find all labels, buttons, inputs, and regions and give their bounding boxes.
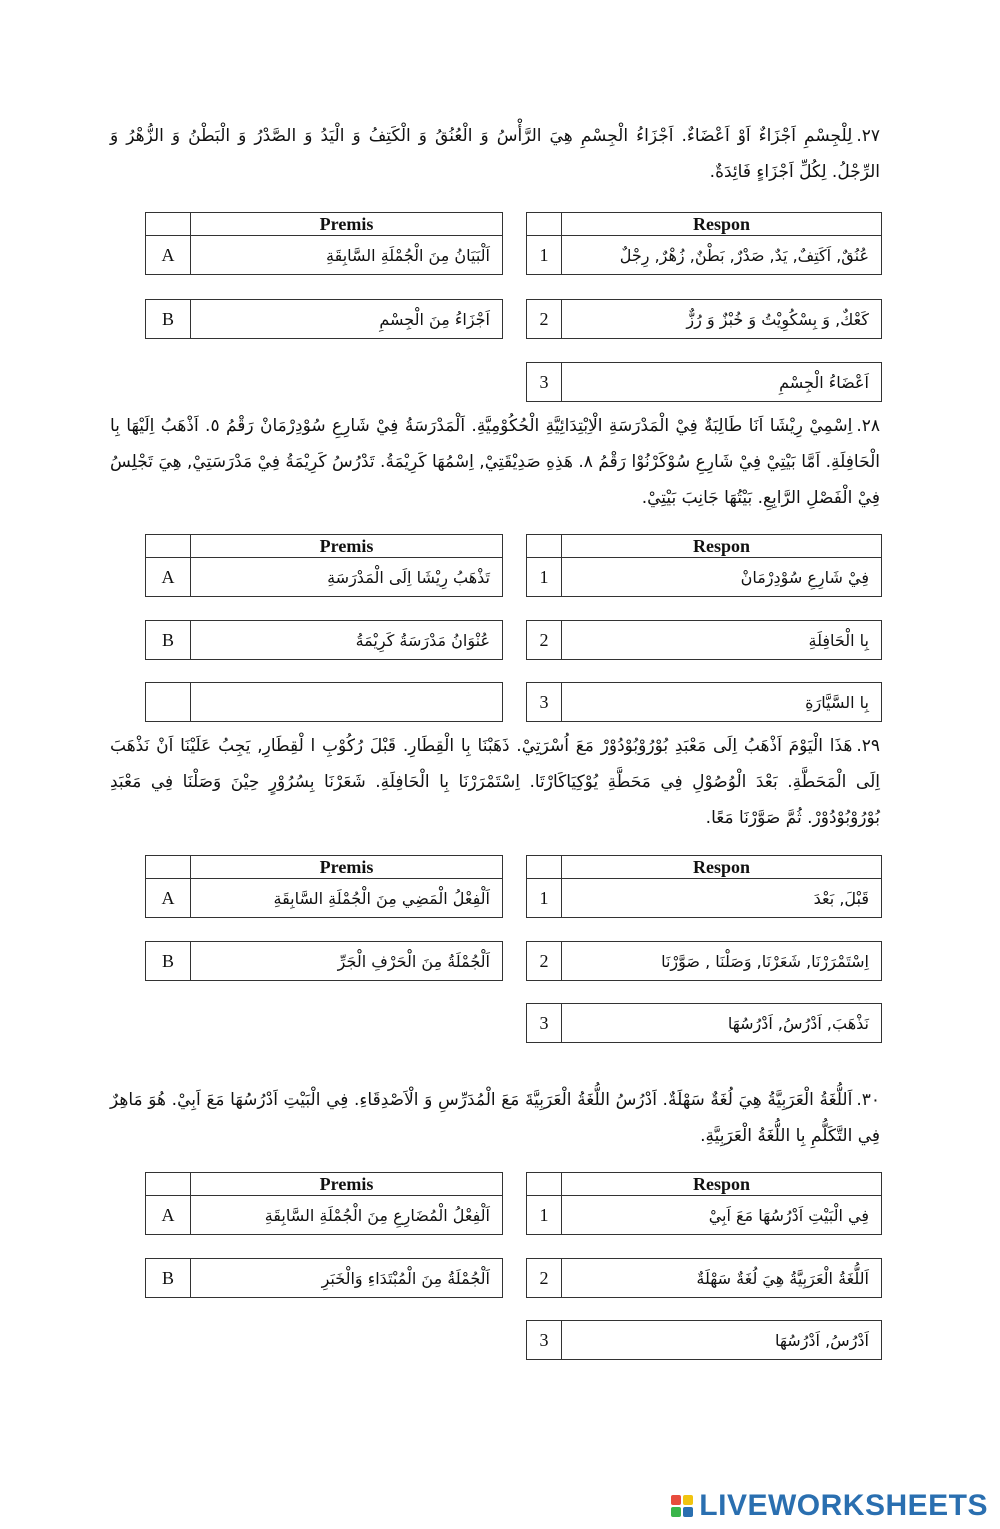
respon-text[interactable]: كَعْكٌ, وَ بِسْكُوِيْتُ وَ خُبْزٌ وَ رُزٌّ: [562, 300, 882, 339]
question-number: ٣٠.: [856, 1090, 880, 1110]
respon-key: 2: [527, 1259, 562, 1298]
respon-header: Respon: [562, 213, 882, 236]
respon-text[interactable]: بِا الْحَافِلَةِ: [562, 621, 882, 660]
respon-table-29-header: [526, 855, 882, 918]
respon-table-27-header: [526, 212, 882, 275]
premis-key: [146, 683, 191, 722]
respon-key: 1: [527, 236, 562, 275]
respon-text[interactable]: اِسْتَمْرَرْنَا, شَعَرْنَا, وَصَلْنَا , صَوَّرْنَا: [562, 942, 882, 981]
passage-text: اِسْمِيْ رِيْشَا اَنَا طَالِبَةٌ فِيْ الْمَدْرَسَةِ الْاِبْتِدَائِيَّةِ الْحُكُوْمِيَّةِ. اَلْمَدْرَسَةُ فِيْ شَارِعِ سُوْدِرْمَانْ رَقْمُ ٥. اَذْهَبُ اِلَيْهَا بِا الْحَافِلَةِ. اَمَّا بَيْتِيْ فِيْ شَارِعِ سُوْكَرْنُوْا رَقْمُ ٨. هَذِهِ صَدِيْقَتِيْ, اِسْمُهَا كَرِيْمَةُ. تَدْرُسُ كَرِيْمَةُ فِيْ مَدْرَسَتِيْ, هِيَ تَجْلِسُ فِيْ الْفَصْلِ الرَّابِعِ. بَيْتُهَا جَانِبَ بَيْتِيْ.: [110, 416, 880, 508]
respon-text[interactable]: فِيْ شَارِعِ سُوْدِرْمَانْ: [562, 558, 882, 597]
premis-text[interactable]: اَلْجُمْلَةُ مِنَ الْحَرْفِ الْجَرِّ: [191, 942, 503, 981]
question-number: ٢٩.: [856, 736, 880, 756]
premis-key: B: [146, 942, 191, 981]
premis-header: Premis: [191, 213, 503, 236]
respon-header: Respon: [562, 535, 882, 558]
respon-key: 3: [527, 1004, 562, 1043]
respon-key: 1: [527, 879, 562, 918]
respon-text[interactable]: نَذْهَبَ, اَدْرُسُ, اَدْرُسُهَا: [562, 1004, 882, 1043]
premis-key: B: [146, 621, 191, 660]
respon-row-29-2: [526, 941, 882, 981]
respon-text[interactable]: قَبْلَ, بَعْدَ: [562, 879, 882, 918]
passage-text: لِلْجِسْمِ اَجْزَاءٌ اَوْ اَعْضَاءٌ. اَجْزَاءُ الْجِسْمِ هِيَ الرَّأْسُ وَ الْعُنُقُ وَ الْكَتِفُ وَ الْيَدُ وَ الصَّدْرُ وَ الْبَطْنُ وَ الزُّهْرُ وَ الرِّجْلُ. لِكُلِّ اَجْزَاءٍ فَائِدَةٌ.: [110, 126, 880, 182]
respon-key: 1: [527, 558, 562, 597]
premis-header: Premis: [191, 856, 503, 879]
respon-key: 2: [527, 942, 562, 981]
respon-text[interactable]: اَعْضَاءُ الْجِسْمِ: [562, 363, 882, 402]
respon-text[interactable]: بِا السَّيَّارَةِ: [562, 683, 882, 722]
respon-key: 2: [527, 300, 562, 339]
respon-key: 2: [527, 621, 562, 660]
passage-29: [110, 728, 880, 836]
premis-row-27-b: [145, 299, 503, 339]
respon-header: Respon: [562, 856, 882, 879]
premis-text[interactable]: اَلْبَيَانُ مِنَ الْجُمْلَةِ السَّابِقَةِ: [191, 236, 503, 275]
liveworksheets-logo[interactable]: [671, 1489, 988, 1523]
respon-row-27-2: [526, 299, 882, 339]
premis-row-30-b: [145, 1258, 503, 1298]
respon-key: 1: [527, 1196, 562, 1235]
brand-name: LIVEWORKSHEETS: [699, 1489, 988, 1522]
premis-key: A: [146, 1196, 191, 1235]
respon-row-28-3: [526, 682, 882, 722]
question-number: ٢٨.: [856, 416, 880, 436]
premis-text[interactable]: اَلْجُمْلَةُ مِنَ الْمُبْتَدَاءِ وَالْخَبَرِ: [191, 1259, 503, 1298]
premis-text[interactable]: عُنْوَانُ مَدْرَسَةُ كَرِيْمَةُ: [191, 621, 503, 660]
respon-row-30-3: [526, 1320, 882, 1360]
passage-28: [110, 408, 880, 516]
respon-text[interactable]: عُنُقٌ, اَكَتِفٌ, يَدٌ, صَدْرٌ, بَطْنٌ, زُهْرٌ, رِجْلٌ: [562, 236, 882, 275]
premis-key: B: [146, 300, 191, 339]
premis-table-30-header: [145, 1172, 503, 1235]
premis-row-29-b: [145, 941, 503, 981]
respon-header: Respon: [562, 1173, 882, 1196]
respon-row-30-2: [526, 1258, 882, 1298]
respon-table-28-header: [526, 534, 882, 597]
respon-key: 3: [527, 363, 562, 402]
respon-row-28-2: [526, 620, 882, 660]
premis-text[interactable]: [191, 683, 503, 722]
respon-key: 3: [527, 1321, 562, 1360]
premis-text[interactable]: اَلْفِعْلُ الْمُضَارِعِ مِنَ الْجُمْلَةِ السَّابِقَةِ: [191, 1196, 503, 1235]
premis-text[interactable]: اَجْزَاءُ مِنَ الْجِسْمِ: [191, 300, 503, 339]
premis-row-28-empty: [145, 682, 503, 722]
passage-text: هَذَا الْيَوْمَ اَذْهَبُ اِلَى مَعْبَدِ بُوْرُوْبُوْدُوْرْ مَعَ اُسْرَتِيْ. ذَهَبْنَا بِا الْقِطَارِ. قَبْلَ رُكُوْبِ ا لْقِطَارِ, يَجِبُ عَلَيْنَا اَنْ نَذْهَبَ اِلَى الْمَحَطَّةِ. بَعْدَ الْوُصُوْلِ فِي مَحَطَّةِ يُوْكِيَاكَارْتَا. اِسْتَمْرَرْنَا بِا الْحَافِلَةِ. شَعَرْنَا بِسُرُوْرٍ حِيْنَ وَصَلْنَا فِي مَعْبَدِ بُوْرُوْبُوْدُوْرْ. ثُمَّ صَوَّرْنَا مَعًا.: [110, 736, 880, 828]
respon-table-30-header: [526, 1172, 882, 1235]
passage-text: اَللُّغَةُ الْعَرَبِيَّةُ هِيَ لُغَةٌ سَهْلَةٌ. اَدْرُسُ اللُّغَةُ الْعَرَبِيَّةَ مَعَ الْمُدَرِّسِ وَ الْاَصْدِقَاءِ. فِي الْبَيْتِ اَدْرُسُهَا مَعَ اَبِيْ. هُوَ مَاهِرٌ فِي التَّكَلُّمِ بِا اللُّغَةُ الْعَرَبِيَّةِ.: [110, 1090, 880, 1146]
respon-text[interactable]: اَدْرُسُ, اَدْرُسُهَا: [562, 1321, 882, 1360]
question-number: ٢٧.: [856, 126, 880, 146]
premis-header: Premis: [191, 535, 503, 558]
premis-text[interactable]: اَلْفِعْلُ الْمَضِي مِنَ الْجُمْلَةِ السَّابِقَةِ: [191, 879, 503, 918]
premis-table-27-header: [145, 212, 503, 275]
passage-30: [110, 1082, 880, 1154]
respon-row-29-3: [526, 1003, 882, 1043]
premis-key: B: [146, 1259, 191, 1298]
premis-row-28-b: [145, 620, 503, 660]
premis-key: A: [146, 879, 191, 918]
passage-27: [110, 118, 880, 190]
premis-table-29-header: [145, 855, 503, 918]
premis-table-28-header: [145, 534, 503, 597]
respon-key: 3: [527, 683, 562, 722]
premis-text[interactable]: تَذْهَبُ رِيْشَا اِلَى الْمَدْرَسَةِ: [191, 558, 503, 597]
respon-text[interactable]: اَللُّغَةُ الْعَرَبِيَّةُ هِيَ لُغَةٌ سَهْلَةٌ: [562, 1259, 882, 1298]
respon-text[interactable]: فِي الْبَيْتِ اَدْرُسُهَا مَعَ اَبِيْ: [562, 1196, 882, 1235]
premis-header: Premis: [191, 1173, 503, 1196]
premis-key: A: [146, 558, 191, 597]
liveworksheets-logo-icon: [671, 1495, 693, 1517]
premis-key: A: [146, 236, 191, 275]
respon-row-27-3: [526, 362, 882, 402]
